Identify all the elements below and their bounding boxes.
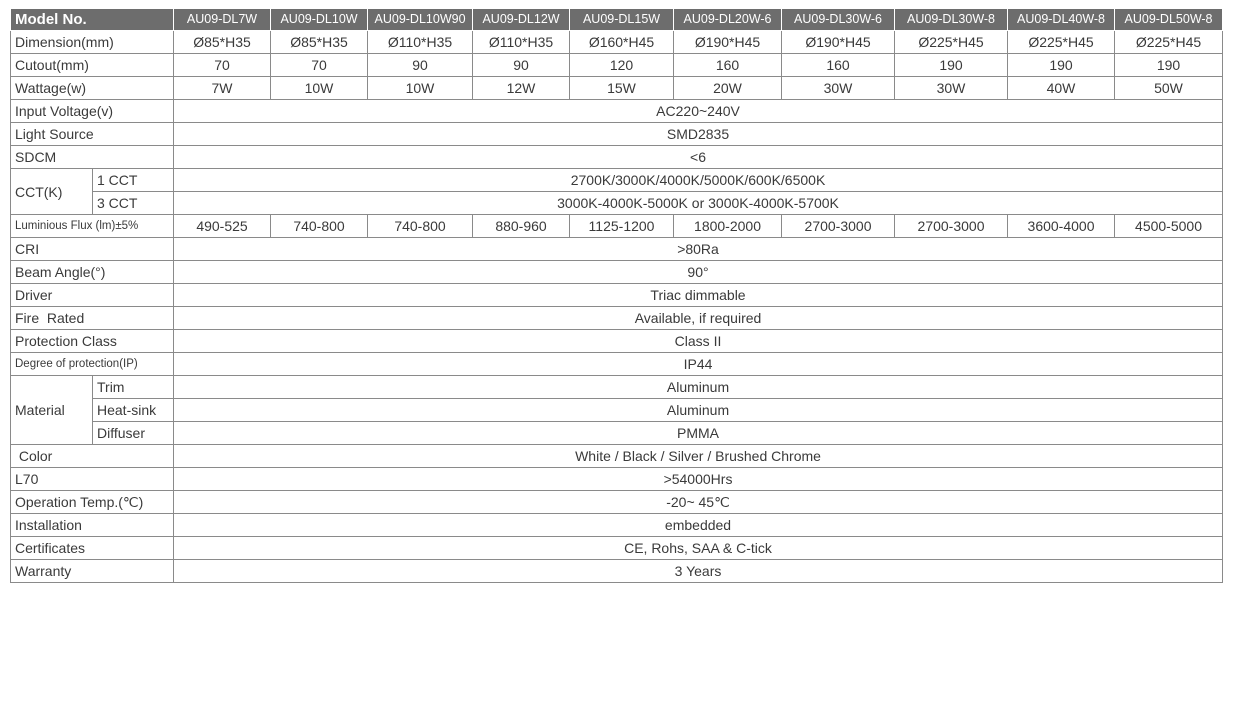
protection-class-label: Protection Class xyxy=(11,330,174,353)
warranty-label: Warranty xyxy=(11,560,174,583)
ip-value: IP44 xyxy=(174,353,1223,376)
dimension-cell: Ø225*H45 xyxy=(1115,31,1223,54)
model-cell: AU09-DL50W-8 xyxy=(1115,9,1223,31)
warranty-value: 3 Years xyxy=(174,560,1223,583)
driver-label: Driver xyxy=(11,284,174,307)
material-trim-row xyxy=(11,376,1223,399)
cutout-cell: 190 xyxy=(1008,54,1115,77)
cri-label: CRI xyxy=(11,238,174,261)
dimension-cell: Ø85*H35 xyxy=(271,31,368,54)
dimension-cell: Ø225*H45 xyxy=(895,31,1008,54)
wattage-cell: 30W xyxy=(895,77,1008,100)
wattage-cell: 20W xyxy=(674,77,782,100)
installation-label: Installation xyxy=(11,514,174,537)
sdcm-label: SDCM xyxy=(11,146,174,169)
cutout-label: Cutout(mm) xyxy=(11,54,174,77)
protection-class-value: Class II xyxy=(174,330,1223,353)
flux-cell: 490-525 xyxy=(174,215,271,238)
driver-value: Triac dimmable xyxy=(174,284,1223,307)
dimension-cell: Ø190*H45 xyxy=(674,31,782,54)
model-cell: AU09-DL10W xyxy=(271,9,368,31)
material-label: Material xyxy=(11,376,93,445)
flux-row xyxy=(11,215,1223,238)
protection-class-row xyxy=(11,330,1223,353)
wattage-label: Wattage(w) xyxy=(11,77,174,100)
material-diffuser-label: Diffuser xyxy=(93,422,174,445)
op-temp-value: -20~ 45℃ xyxy=(174,491,1223,514)
cutout-cell: 90 xyxy=(473,54,570,77)
wattage-cell: 15W xyxy=(570,77,674,100)
model-cell: AU09-DL20W-6 xyxy=(674,9,782,31)
color-row xyxy=(11,445,1223,468)
material-trim-value: Aluminum xyxy=(174,376,1223,399)
input-voltage-label: Input Voltage(v) xyxy=(11,100,174,123)
light-source-label: Light Source xyxy=(11,123,174,146)
cct-1-row xyxy=(11,169,1223,192)
certificates-row xyxy=(11,537,1223,560)
material-heatsink-value: Aluminum xyxy=(174,399,1223,422)
fire-rated-label: Fire Rated xyxy=(11,307,174,330)
cct-3-value: 3000K-4000K-5000K or 3000K-4000K-5700K xyxy=(174,192,1223,215)
driver-row xyxy=(11,284,1223,307)
model-cell: AU09-DL40W-8 xyxy=(1008,9,1115,31)
cutout-cell: 120 xyxy=(570,54,674,77)
model-cell: AU09-DL10W90 xyxy=(368,9,473,31)
cutout-cell: 70 xyxy=(271,54,368,77)
cct-label: CCT(K) xyxy=(11,169,93,215)
warranty-row xyxy=(11,560,1223,583)
ip-row xyxy=(11,353,1223,376)
cct-1-value: 2700K/3000K/4000K/5000K/600K/6500K xyxy=(174,169,1223,192)
cct-3-label: 3 CCT xyxy=(93,192,174,215)
material-heatsink-row xyxy=(11,399,1223,422)
cct-3-row xyxy=(11,192,1223,215)
flux-cell: 880-960 xyxy=(473,215,570,238)
cutout-row xyxy=(11,54,1223,77)
wattage-cell: 12W xyxy=(473,77,570,100)
beam-angle-label: Beam Angle(°) xyxy=(11,261,174,284)
dimension-cell: Ø190*H45 xyxy=(782,31,895,54)
light-source-value: SMD2835 xyxy=(174,123,1223,146)
cutout-cell: 160 xyxy=(782,54,895,77)
material-diffuser-value: PMMA xyxy=(174,422,1223,445)
certificates-label: Certificates xyxy=(11,537,174,560)
spec-table xyxy=(10,8,1223,583)
fire-rated-row xyxy=(11,307,1223,330)
flux-cell: 2700-3000 xyxy=(782,215,895,238)
ip-label: Degree of protection(IP) xyxy=(11,353,174,376)
dimension-cell: Ø85*H35 xyxy=(174,31,271,54)
flux-cell: 3600-4000 xyxy=(1008,215,1115,238)
cct-1-label: 1 CCT xyxy=(93,169,174,192)
input-voltage-row xyxy=(11,100,1223,123)
cri-value: >80Ra xyxy=(174,238,1223,261)
cutout-cell: 90 xyxy=(368,54,473,77)
material-trim-label: Trim xyxy=(93,376,174,399)
installation-value: embedded xyxy=(174,514,1223,537)
light-source-row xyxy=(11,123,1223,146)
cri-row xyxy=(11,238,1223,261)
l70-value: >54000Hrs xyxy=(174,468,1223,491)
model-cell: AU09-DL15W xyxy=(570,9,674,31)
flux-cell: 740-800 xyxy=(368,215,473,238)
flux-label: Luminious Flux (lm)±5% xyxy=(11,215,174,238)
dimension-cell: Ø160*H45 xyxy=(570,31,674,54)
dimension-label: Dimension(mm) xyxy=(11,31,174,54)
wattage-row xyxy=(11,77,1223,100)
color-label: Color xyxy=(11,445,174,468)
sdcm-value: <6 xyxy=(174,146,1223,169)
wattage-cell: 7W xyxy=(174,77,271,100)
input-voltage-value: AC220~240V xyxy=(174,100,1223,123)
wattage-cell: 10W xyxy=(271,77,368,100)
model-cell: AU09-DL30W-8 xyxy=(895,9,1008,31)
dimension-cell: Ø110*H35 xyxy=(473,31,570,54)
color-value: White / Black / Silver / Brushed Chrome xyxy=(174,445,1223,468)
cutout-cell: 190 xyxy=(1115,54,1223,77)
installation-row xyxy=(11,514,1223,537)
beam-angle-value: 90° xyxy=(174,261,1223,284)
certificates-value: CE, Rohs, SAA & C-tick xyxy=(174,537,1223,560)
dimension-row xyxy=(11,31,1223,54)
wattage-cell: 50W xyxy=(1115,77,1223,100)
model-cell: AU09-DL7W xyxy=(174,9,271,31)
flux-cell: 1800-2000 xyxy=(674,215,782,238)
beam-angle-row xyxy=(11,261,1223,284)
flux-cell: 740-800 xyxy=(271,215,368,238)
model-cell: AU09-DL30W-6 xyxy=(782,9,895,31)
material-diffuser-row xyxy=(11,422,1223,445)
wattage-cell: 40W xyxy=(1008,77,1115,100)
model-no-label: Model No. xyxy=(11,9,174,31)
model-cell: AU09-DL12W xyxy=(473,9,570,31)
cutout-cell: 190 xyxy=(895,54,1008,77)
op-temp-row xyxy=(11,491,1223,514)
op-temp-label: Operation Temp.(℃) xyxy=(11,491,174,514)
flux-cell: 2700-3000 xyxy=(895,215,1008,238)
sdcm-row xyxy=(11,146,1223,169)
wattage-cell: 30W xyxy=(782,77,895,100)
fire-rated-value: Available, if required xyxy=(174,307,1223,330)
dimension-cell: Ø225*H45 xyxy=(1008,31,1115,54)
header-row xyxy=(11,9,1223,31)
l70-row xyxy=(11,468,1223,491)
flux-cell: 1125-1200 xyxy=(570,215,674,238)
dimension-cell: Ø110*H35 xyxy=(368,31,473,54)
cutout-cell: 160 xyxy=(674,54,782,77)
wattage-cell: 10W xyxy=(368,77,473,100)
cutout-cell: 70 xyxy=(174,54,271,77)
l70-label: L70 xyxy=(11,468,174,491)
flux-cell: 4500-5000 xyxy=(1115,215,1223,238)
material-heatsink-label: Heat-sink xyxy=(93,399,174,422)
